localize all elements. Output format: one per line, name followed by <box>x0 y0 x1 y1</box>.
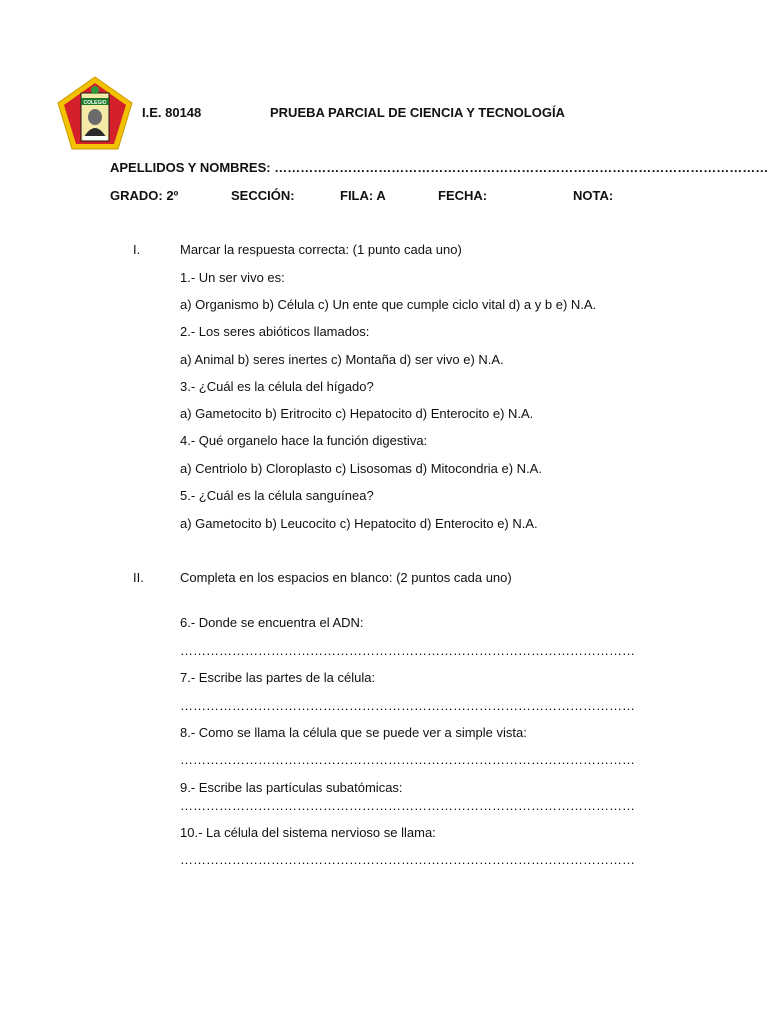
answer-line: …………………………………………………………………………………………… <box>180 852 635 867</box>
question-3-options: a) Gametocito b) Eritrocito c) Hepatocito d) Enterocito e) N.A. <box>180 406 534 421</box>
exam-title: PRUEBA PARCIAL DE CIENCIA Y TECNOLOGÍA <box>270 105 565 120</box>
school-code: I.E. 80148 <box>142 105 202 120</box>
part2-numeral: II. <box>133 570 144 585</box>
grade-label: GRADO: 2º <box>110 188 179 203</box>
question-10: 10.- La célula del sistema nervioso se llama: <box>180 825 436 840</box>
question-2-options: a) Animal b) seres inertes c) Montaña d) ser vivo e) N.A. <box>180 352 504 367</box>
section-label: SECCIÓN: <box>231 188 295 203</box>
answer-line: …………………………………………………………………………………………… <box>180 752 635 767</box>
svg-text:COLEGIO: COLEGIO <box>83 100 107 106</box>
part1-instruction: Marcar la respuesta correcta: (1 punto cada uno) <box>180 242 462 257</box>
part2-instruction: Completa en los espacios en blanco: (2 puntos cada uno) <box>180 570 512 585</box>
question-2: 2.- Los seres abióticos llamados: <box>180 324 370 339</box>
answer-line: …………………………………………………………………………………………… <box>180 698 635 713</box>
school-crest-icon <box>56 75 134 151</box>
question-8: 8.- Como se llama la célula que se puede ver a simple vista: <box>180 725 527 740</box>
question-5-options: a) Gametocito b) Leucocito c) Hepatocito d) Enterocito e) N.A. <box>180 516 538 531</box>
part1-numeral: I. <box>133 242 141 257</box>
answer-line: …………………………………………………………………………………………… <box>180 798 635 813</box>
question-9: 9.- Escribe las partículas subatómicas: <box>180 780 403 795</box>
score-label: NOTA: <box>573 188 614 203</box>
question-1-options: a) Organismo b) Célula c) Un ente que cumple ciclo vital d) a y b e) N.A. <box>180 297 597 312</box>
question-4: 4.- Qué organelo hace la función digestiva: <box>180 433 428 448</box>
row-label: FILA: A <box>340 188 386 203</box>
names-field: APELLIDOS Y NOMBRES: …………………………………………………………………………………………………… <box>110 160 768 175</box>
question-5: 5.- ¿Cuál es la célula sanguínea? <box>180 488 374 503</box>
question-1: 1.- Un ser vivo es: <box>180 270 285 285</box>
question-6: 6.- Donde se encuentra el ADN: <box>180 615 364 630</box>
question-7: 7.- Escribe las partes de la célula: <box>180 670 376 685</box>
date-label: FECHA: <box>438 188 488 203</box>
question-3: 3.- ¿Cuál es la célula del hígado? <box>180 379 374 394</box>
answer-line: …………………………………………………………………………………………… <box>180 643 635 658</box>
question-4-options: a) Centriolo b) Cloroplasto c) Lisosomas d) Mitocondria e) N.A. <box>180 461 542 476</box>
